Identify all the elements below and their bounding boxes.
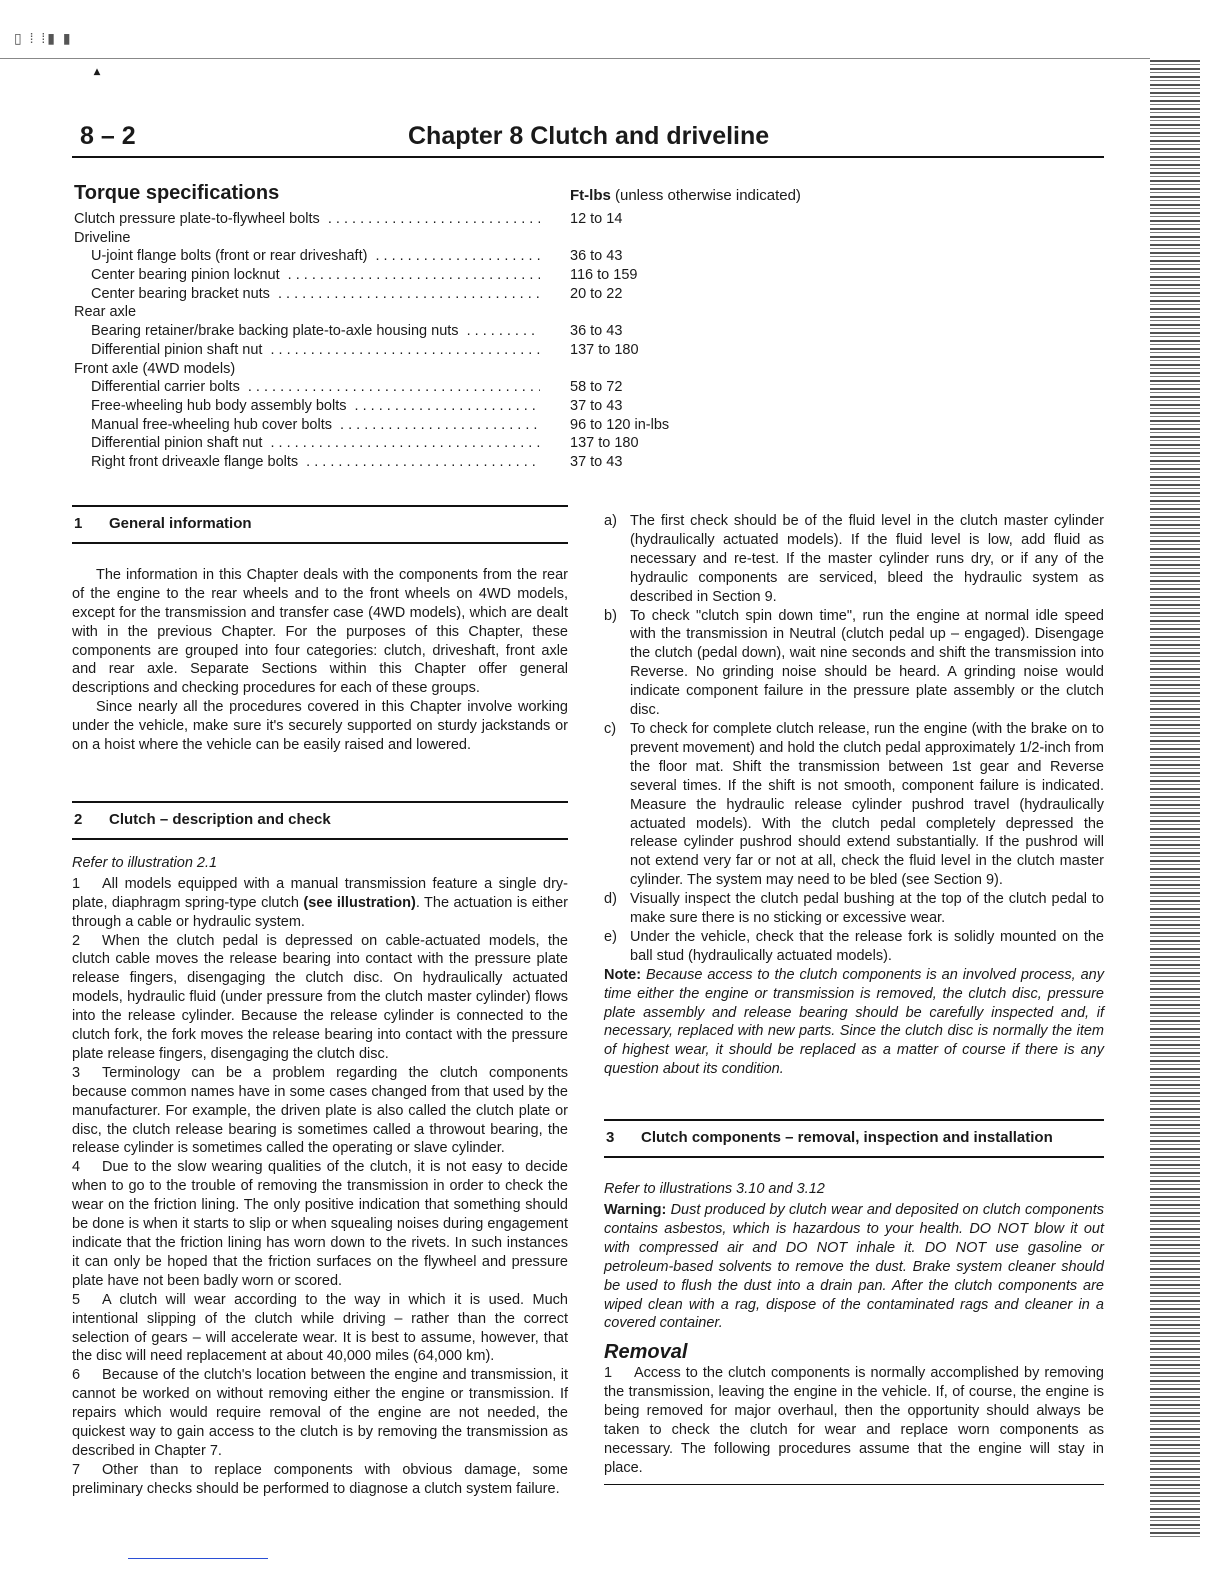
- spec-label-text: U-joint flange bolts (front or rear driveshaft): [91, 248, 371, 264]
- spec-value: 137 to 180: [570, 341, 639, 358]
- paragraph-number: 1: [604, 1365, 613, 1382]
- check-item: [604, 928, 1104, 966]
- torque-unit-note: (unless otherwise indicated): [610, 187, 801, 204]
- check-item: [604, 607, 1104, 720]
- spec-label: [91, 378, 540, 397]
- general-info-paragraph: The information in this Chapter deals with the components from the rear of the engine to the rear wheels and to the front wheels on 4WD models, except for the transmission and transfer case (4WD models), which are dealt with in the previous Chapter. For the purposes of this Chapter, these components are grouped into four categories: clutch, driveshaft, front axle and rear axle. Separate Sections within this Chapter offer general descriptions and checking procedures for each of these groups.: [72, 566, 568, 697]
- paragraph-number: 3: [72, 1064, 81, 1081]
- spec-row: [74, 229, 774, 248]
- spec-value: 37 to 43: [570, 397, 623, 414]
- check-letter: d): [604, 891, 617, 908]
- spec-row: [74, 397, 774, 416]
- clutch-paragraph: [72, 1291, 568, 1367]
- clutch-paragraphs: [72, 932, 568, 1499]
- check-letter: c): [604, 720, 617, 737]
- spec-row: [74, 303, 774, 322]
- paragraph-text: A clutch will wear according to the way in which it is used. Much intentional slipping of the clutch while driving – rather than the correct selection of gears – will accelerate wear. It is best to assume, however, that the disc will need replacement at about 40,000 miles (64,000 km).: [72, 1291, 568, 1365]
- page-number: 8 – 2: [80, 122, 136, 150]
- spec-row: [74, 285, 774, 304]
- check-text: To check for complete clutch release, run the engine (with the brake on to prevent movement) and hold the clutch pedal approximately 1/2-inch from the floor mat. Shift the transmission between 1st gear and Reverse several times. If the shift is not smooth, component failure is indicated. Measure the hydraulic release cylinder pushrod travel (hydraulically actuated models). With the clutch pedal completely depressed the release cylinder pushrod should extend substantially. If the pushrod will not extend very far or not at all, check the fluid level in the clutch master cylinder. The system may need to be bled (see Section 9).: [630, 720, 1104, 889]
- spec-value: 58 to 72: [570, 379, 623, 396]
- spec-table: [74, 210, 774, 472]
- scan-artifact: ▯ ⁞ ⁞▮ ▮: [14, 30, 73, 46]
- warning-text: Dust produced by clutch wear and deposited on clutch components contains asbestos, which is hazardous to your health. DO NOT blow it out with compressed air and DO NOT inhale it. DO NOT use gasoline or petroleum-based solvents to remove the dust. Brake system cleaner should be used to flush the dust into a drain pan. After the clutch components are wiped clean with a rag, dispose of the contaminated rags and cleaner in a covered container.: [604, 1202, 1104, 1332]
- check-item: [604, 720, 1104, 890]
- spec-label: [91, 322, 540, 341]
- right-column: [604, 512, 1104, 1485]
- paragraph-text: Due to the slow wearing qualities of the clutch, it is not easy to decide when to go to the trouble of removing the transmission in order to check the wear on the friction lining. The only positive indication that something should be done is when it starts to slip or when squealing noises during engagement indicate that the friction lining has worn down to the rivets. In such instances it can only be hoped that the friction surfaces on the flywheel and pressure plate have not been badly worn or scored.: [72, 1159, 568, 1289]
- spec-row: [74, 247, 774, 266]
- spec-label-text: Differential carrier bolts: [91, 379, 244, 395]
- clutch-paragraph: [72, 875, 568, 932]
- spec-row: [74, 322, 774, 341]
- spec-label-text: Right front driveaxle flange bolts: [91, 454, 302, 470]
- spec-label: [91, 434, 540, 453]
- spec-value: 36 to 43: [570, 323, 623, 340]
- removal-paragraph: [604, 1364, 1104, 1477]
- spec-row: [74, 453, 774, 472]
- spec-label-text: Differential pinion shaft nut: [91, 435, 266, 451]
- paragraph-number: 4: [72, 1159, 81, 1176]
- spec-label: [74, 210, 540, 229]
- bottom-line: [128, 1558, 268, 1559]
- paragraph-text: Access to the clutch components is normally accomplished by removing the transmission, leaving the engine in the vehicle. If, of course, the engine is being removed for major overhaul, then the opportunity should always be taken to check the clutch for wear and replace worn components as necessary. The following procedures assume that the engine will stay in place.: [604, 1365, 1104, 1476]
- spec-value: 96 to 120 in-lbs: [570, 416, 670, 433]
- section-2-title: Clutch – description and check: [109, 810, 331, 828]
- spec-row: [74, 434, 774, 453]
- section-3-title: Clutch components – removal, inspection and installation: [641, 1129, 1053, 1147]
- spec-row: [74, 341, 774, 360]
- scan-line: [0, 58, 1150, 59]
- spec-row: [74, 416, 774, 435]
- illustration-reference: Refer to illustration 2.1: [72, 854, 218, 871]
- illustration-link[interactable]: (see illustration): [303, 894, 416, 911]
- spec-value: 137 to 180: [570, 435, 639, 452]
- torque-title: Torque specifications: [74, 182, 280, 204]
- clutch-paragraph: [72, 932, 568, 1064]
- spec-label: [91, 247, 540, 266]
- spec-label: [74, 303, 540, 322]
- section-3-number: 3: [606, 1129, 615, 1147]
- check-item: [604, 512, 1104, 607]
- spec-label: [91, 453, 540, 472]
- spec-label-text: Manual free-wheeling hub cover bolts: [91, 417, 336, 433]
- paragraph-text: Because of the clutch's location between the engine and transmission, it cannot be worked on without removing either the engine or transmission. If repairs which would require removal of the engine are not needed, the quickest way to gain access to the clutch is by removing the transmission as described in Chapter 7.: [72, 1367, 568, 1459]
- paragraph-number: 2: [72, 932, 81, 949]
- clutch-checks-list: [604, 512, 1104, 966]
- spec-label: [91, 416, 540, 435]
- spec-label-text: Center bearing bracket nuts: [91, 286, 274, 302]
- page-header: [72, 122, 1104, 158]
- removal-heading: Removal: [604, 1341, 688, 1364]
- section-2-number: 2: [74, 810, 83, 828]
- spec-row: [74, 210, 774, 229]
- chapter-title: Chapter 8 Clutch and driveline: [408, 122, 770, 150]
- scan-artifact-dot: ▴: [94, 64, 101, 78]
- clutch-note: [604, 966, 1104, 1079]
- spec-value: 36 to 43: [570, 248, 623, 265]
- spec-label-text: Driveline: [74, 230, 134, 246]
- spec-row: [74, 266, 774, 285]
- column-end-rule: [604, 1484, 1104, 1485]
- paragraph-text: . The actuation is either through a cable or hydraulic system.: [72, 894, 568, 930]
- clutch-paragraph: [72, 1366, 568, 1461]
- note-text: Because access to the clutch components is an involved process, any time either the engine or transmission is removed, the clutch disc, pressure plate assembly and release bearing should be carefully inspected and, if necessary, replaced with new parts. Since the clutch disc is normally the item of highest wear, it should be replaced as a matter of course if there is any question about its condition.: [604, 966, 1104, 1078]
- spec-label: [91, 397, 540, 416]
- section-3-heading: [604, 1119, 1104, 1158]
- paragraph-text: All models equipped with a manual transmission feature a single dry-plate, diaphragm spring-type clutch: [72, 875, 568, 911]
- paragraph-text: When the clutch pedal is depressed on cable-actuated models, the clutch cable moves the release bearing into contact with the pressure plate release fingers, disengaging the clutch disc. On hydraulically actuated models, hydraulic fluid (under pressure from the clutch master cylinder) flows into the release cylinder. Because the release cylinder is connected to the clutch fork, the fork moves the release bearing into contact with the pressure plate release fingers, disengaging the clutch disc.: [72, 932, 568, 1062]
- asbestos-warning: [604, 1201, 1104, 1333]
- spec-label: [91, 285, 540, 304]
- spec-label-text: Rear axle: [74, 304, 140, 320]
- check-item: [604, 890, 1104, 928]
- paragraph-number: 7: [72, 1461, 81, 1478]
- spec-label-text: Clutch pressure plate-to-flywheel bolts: [74, 211, 324, 227]
- torque-unit-bold: Ft-lbs: [570, 187, 611, 204]
- clutch-paragraph: [72, 1158, 568, 1290]
- spec-label-text: Bearing retainer/brake backing plate-to-axle housing nuts: [91, 323, 463, 339]
- spec-label-text: Front axle (4WD models): [74, 361, 239, 377]
- paragraph-number: 1: [72, 875, 81, 892]
- section-1-title: General information: [109, 515, 252, 532]
- spec-row: [74, 360, 774, 379]
- section-1-heading: [72, 505, 568, 544]
- warning-label: Warning:: [604, 1202, 667, 1218]
- clutch-paragraph: [72, 1461, 568, 1499]
- page-edge-binding: [1150, 60, 1200, 1540]
- spec-label: [74, 229, 540, 248]
- section-1-number: 1: [74, 515, 83, 532]
- check-letter: a): [604, 513, 617, 529]
- spec-value: 37 to 43: [570, 453, 623, 470]
- check-text: Visually inspect the clutch pedal bushing at the top of the clutch pedal to make sure there is no sticking or excessive wear.: [630, 891, 1104, 927]
- spec-value: 12 to 14: [570, 211, 623, 227]
- spec-label-text: Differential pinion shaft nut: [91, 342, 266, 358]
- check-text: To check "clutch spin down time", run the engine at normal idle speed with the transmission in Neutral (clutch pedal up – engaged). Disengage the clutch (pedal down), wait nine seconds and shift the transmission into Reverse. No grinding noise should be heard. A grinding noise would indicate component failure in the pressure plate assembly or the clutch disc.: [630, 607, 1104, 719]
- paragraph-text: Other than to replace components with obvious damage, some preliminary checks should be performed to diagnose a clutch system failure.: [72, 1461, 568, 1497]
- spec-value: 20 to 22: [570, 285, 623, 302]
- spec-row: [74, 378, 774, 397]
- note-label: Note:: [604, 966, 642, 983]
- clutch-paragraph: [72, 1064, 568, 1159]
- torque-unit: [570, 187, 801, 204]
- spec-label: [91, 266, 540, 285]
- check-letter: b): [604, 607, 617, 624]
- illustration-reference: Refer to illustrations 3.10 and 3.12: [604, 1181, 825, 1198]
- spec-label-text: Center bearing pinion locknut: [91, 267, 284, 283]
- spec-value: 116 to 159: [570, 267, 638, 284]
- paragraph-number: 5: [72, 1291, 81, 1308]
- spec-label: [74, 360, 540, 379]
- paragraph-number: 6: [72, 1367, 81, 1384]
- spec-label: [91, 341, 540, 360]
- check-text: Under the vehicle, check that the release fork is solidly mounted on the ball stud (hydraulically actuated models).: [630, 928, 1104, 964]
- general-info-paragraph: Since nearly all the procedures covered in this Chapter involve working under the vehicle, make sure it's securely supported on sturdy jackstands or on a hoist where the vehicle can be easily raised and lowered.: [72, 699, 568, 754]
- left-column: [72, 505, 568, 1499]
- spec-label-text: Free-wheeling hub body assembly bolts: [91, 398, 351, 414]
- check-text: The first check should be of the fluid level in the clutch master cylinder (hydraulically actuated models). If the fluid level is low, add fluid as necessary and re-test. If the master cylinder runs dry, or if any of the hydraulic components are serviced, bleed the hydraulic system as described in Section 9.: [630, 513, 1104, 605]
- section-2-heading: [72, 801, 568, 840]
- paragraph-text: Terminology can be a problem regarding the clutch components because common names have in some cases changed from that used by the manufacturer. For example, the driven plate is also called the clutch plate or disc, the clutch release bearing is sometimes called a throwout bearing, the release cylinder is sometimes called the operating or slave cylinder.: [72, 1064, 568, 1157]
- check-letter: e): [604, 928, 617, 945]
